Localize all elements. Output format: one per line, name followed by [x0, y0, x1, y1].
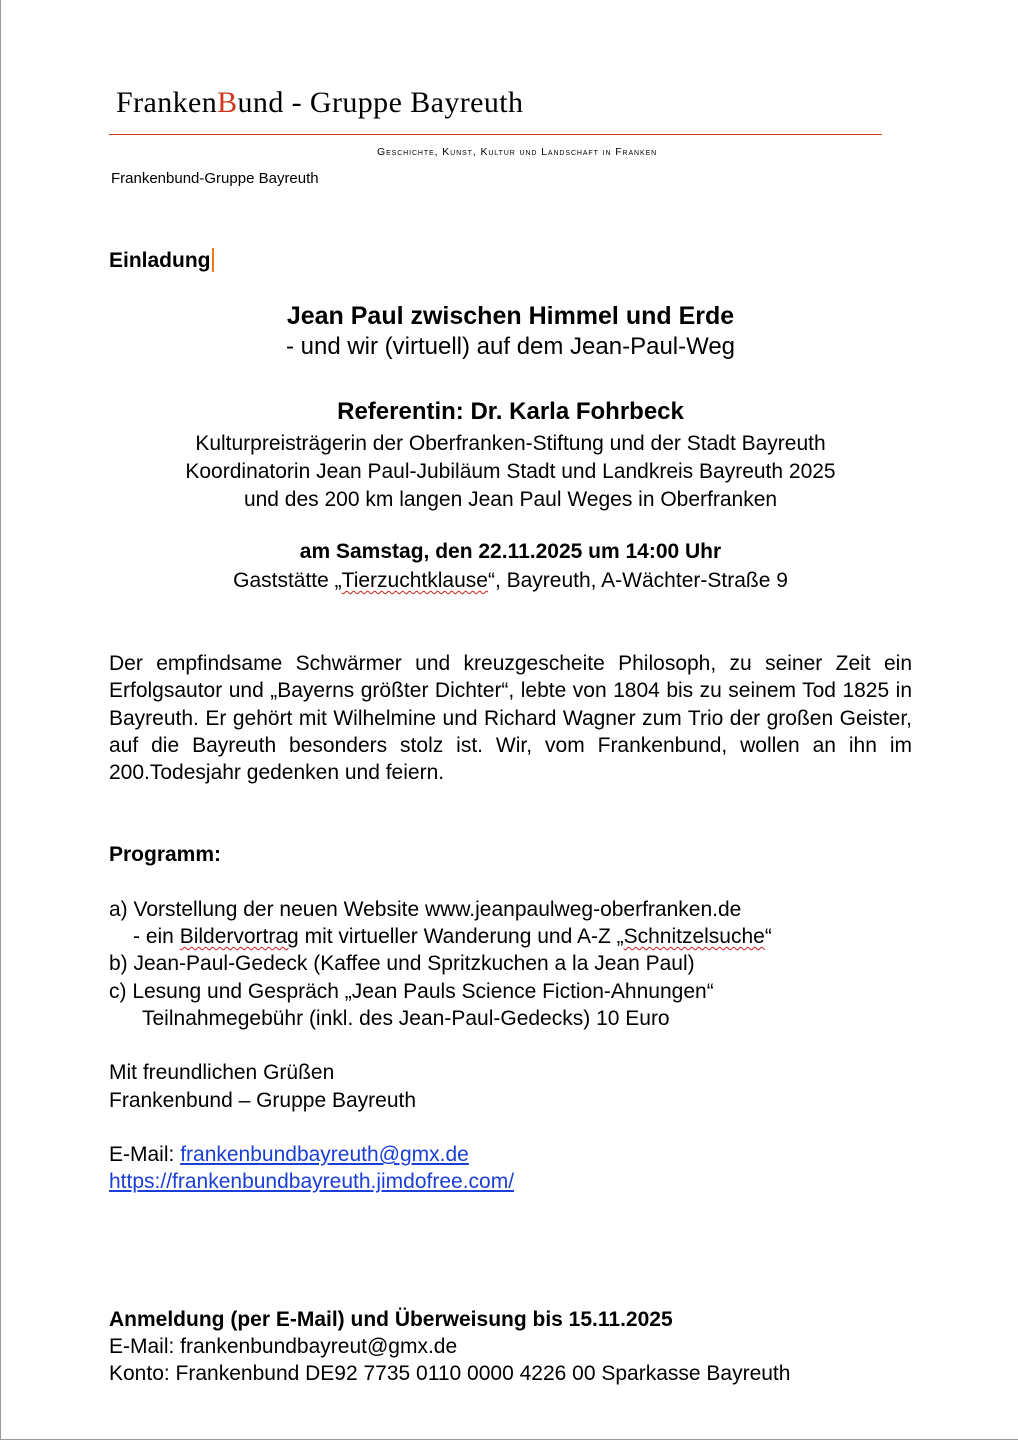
description-paragraph: Der empfindsame Schwärmer und kreuzgescheite Philosoph, zu seiner Zeit ein Erfolgsautor und „Bayerns größter Dichter“, lebte von 1804 bis zu seinem Tod 1825 in Bayreuth. Er gehört mit Wilhelmine und Richard Wagner zum Trio der großen Geister, auf die Bayreuth besonders stolz ist. Wir, vom Frankenbund, wollen an ihn im 200.Todesjahr gedenken und feiern. [109, 652, 912, 785]
event-subtitle: - und wir (virtuell) auf dem Jean-Paul-Weg [285, 333, 736, 360]
program-heading: Programm: [109, 843, 222, 866]
event-venue [109, 569, 912, 593]
contact-email-link[interactable]: frankenbundbayreuth@gmx.de [180, 1143, 469, 1166]
brand-accent-letter: B [217, 86, 238, 119]
website-link[interactable]: https://frankenbundbayreuth.jimdofree.com/ [109, 1170, 515, 1193]
contact-email-line [109, 1143, 469, 1167]
website-line [109, 1170, 514, 1194]
letterhead-divider [109, 134, 882, 135]
speaker-role-3: und des 200 km langen Jean Paul Weges in Oberfranken [243, 488, 778, 511]
speaker-role-2: Koordinatorin Jean Paul-Jubiläum Stadt und Landkreis Bayreuth 2025 [185, 460, 836, 483]
a-detail-part1: - ein [133, 925, 180, 948]
program-fee: Teilnahmegebühr (inkl. des Jean-Paul-Gedecks) 10 Euro [142, 1007, 670, 1030]
a-detail-part2: mit virtueller Wanderung und A-Z „ [298, 925, 624, 948]
registration-email: E-Mail: frankenbundbayreut@gmx.de [109, 1335, 458, 1358]
closing-greeting: Mit freundlichen Grüßen [109, 1061, 335, 1084]
program-item-c: c) Lesung und Gespräch „Jean Pauls Science Fiction-Ahnungen“ [109, 980, 714, 1003]
letterhead-brand [116, 86, 523, 120]
speaker-name: Referentin: Dr. Karla Fohrbeck [337, 398, 684, 425]
program-item-a: a) Vorstellung der neuen Website www.jeanpaulweg-oberfranken.de [109, 898, 742, 921]
venue-name: Tierzuchtklause [341, 569, 488, 592]
letterhead-tagline: Geschichte, Kunst, Kultur und Landschaft in Franken [377, 146, 658, 158]
venue-prefix: Gaststätte „ [233, 569, 342, 592]
speaker-role-1: Kulturpreisträgerin der Oberfranken-Stiftung und der Stadt Bayreuth [195, 432, 826, 455]
a-detail-word-bildervortrag: Bildervortrag [179, 925, 299, 948]
registration-heading: Anmeldung (per E-Mail) und Überweisung bis 15.11.2025 [109, 1308, 673, 1331]
program-item-a-detail [133, 925, 772, 949]
event-title: Jean Paul zwischen Himmel und Erde [286, 302, 735, 330]
closing-signature: Frankenbund – Gruppe Bayreuth [109, 1089, 417, 1112]
venue-suffix: “, Bayreuth, A-Wächter-Straße 9 [487, 569, 788, 592]
text-cursor [212, 248, 214, 272]
brand-part2: und - Gruppe Bayreuth [237, 86, 524, 119]
letterhead-subname: Frankenbund-Gruppe Bayreuth [111, 170, 319, 187]
a-detail-part3: “ [764, 925, 772, 948]
email-label: E-Mail: [109, 1143, 181, 1166]
event-date: am Samstag, den 22.11.2025 um 14:00 Uhr [299, 540, 722, 563]
invitation-label[interactable] [109, 248, 214, 273]
program-item-b: b) Jean-Paul-Gedeck (Kaffee und Spritzkuchen a la Jean Paul) [109, 952, 695, 975]
registration-account: Konto: Frankenbund DE92 7735 0110 0000 4226 00 Sparkasse Bayreuth [109, 1362, 791, 1385]
invitation-label-text: Einladung [109, 249, 211, 272]
brand-part1: Franken [116, 86, 218, 119]
a-detail-word-schnitzelsuche: Schnitzelsuche [623, 925, 765, 948]
